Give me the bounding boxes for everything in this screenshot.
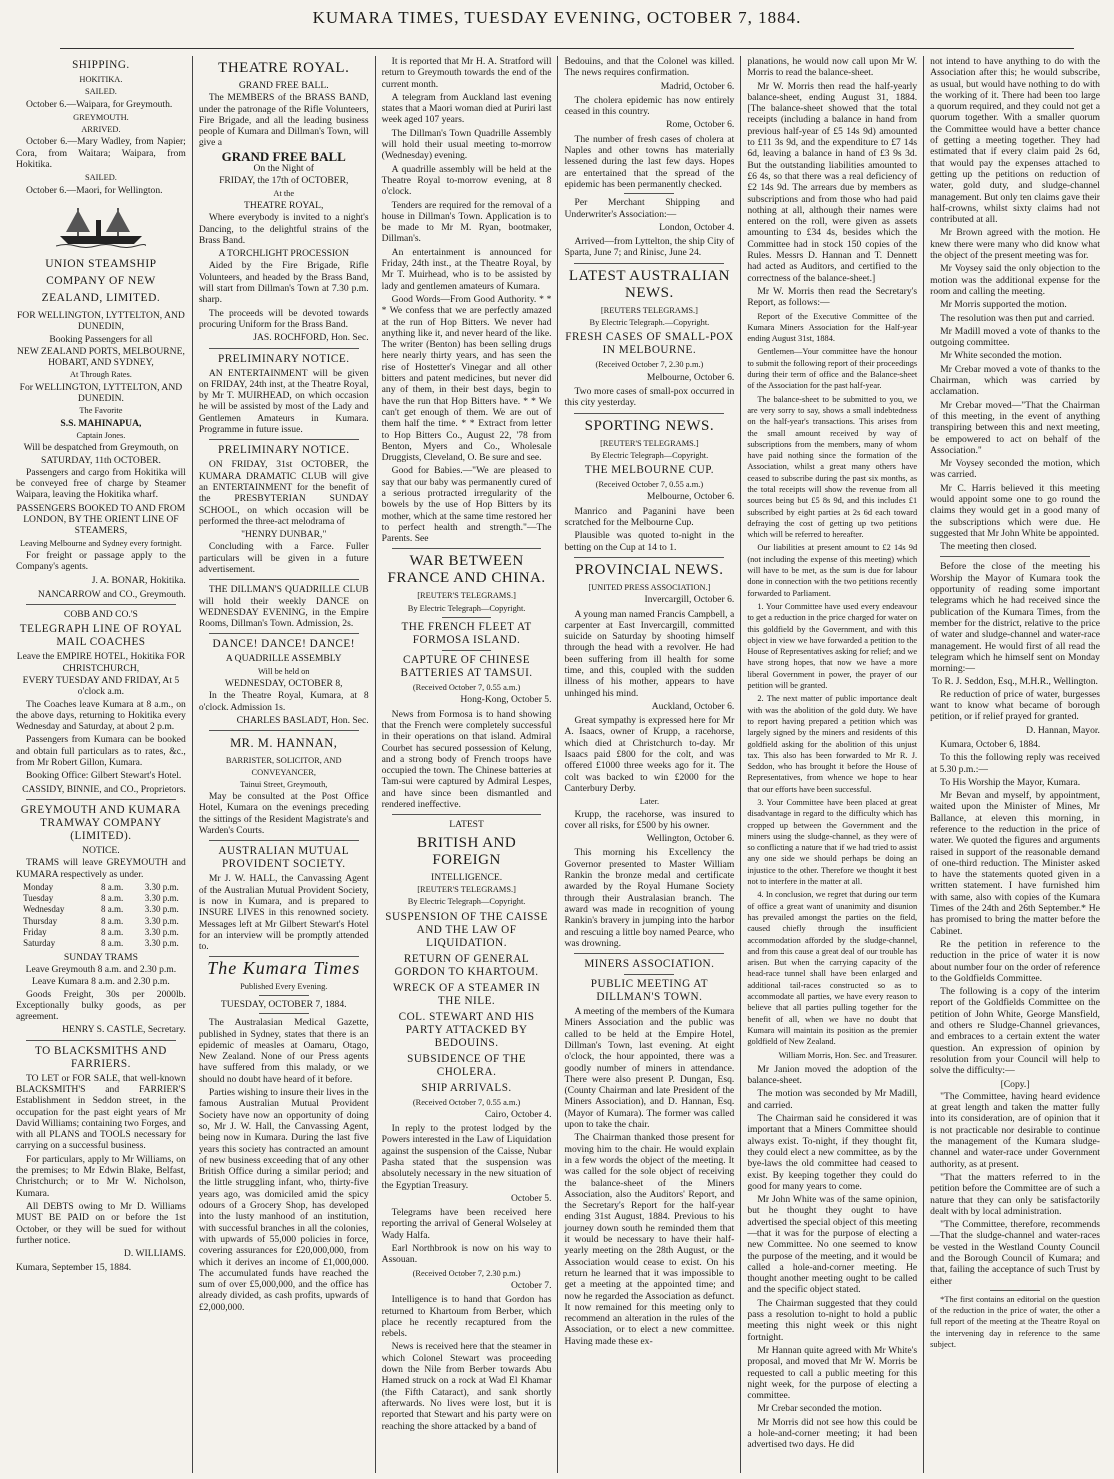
- meeting-continued: not intend to have anything to do with the Association after this; he would subscribe, as usual, but would have nothing to do with the working of it. There had been too large a quorum required, and they could not get a quorum together. With a smaller quorum the Committee would have a better chance of getting a meeting together. They had estimated that if every claim paid 2s 6d, that would pay the expenses attached to getting up the petitions on reduction of water, gold duty, and sludge-channel management. But only ten claims gave their half-crowns, whilst sixty claims had not contributed at all.: [930, 56, 1100, 226]
- australian-news-heading: LATEST AUSTRALIAN NEWS.: [568, 267, 730, 301]
- news-paragraph: A telegram from Auckland last evening states that a Maori woman died at Puriri last week aged 107 years.: [381, 91, 552, 126]
- reuters-label: [REUTER'S TELEGRAMS.]: [417, 591, 516, 601]
- coach-leave: Leave the EMPIRE HOTEL, Hokitika FOR CHRISTCHURCH,: [16, 651, 186, 674]
- meeting-paragraph: The Chairman said he considered it was important that a Miners Committee should always exist. To-night, if they thought fit, they could elect a new committee, as by the bye-laws the old committee had ceased to exist. By keeping together they could do good for many years to come.: [747, 1113, 918, 1192]
- divider: [442, 650, 492, 651]
- committee-paragraph: "The Committee, having heard evidence at great length and taken the matter fully into its consideration, are of opinion that it is not practicable nor desirable to continue the management of the Kumara sludge-channel and water-race under Government authority, as at present.: [930, 1090, 1100, 1170]
- reply-to: To His Worship the Mayor, Kumara.: [940, 776, 1081, 788]
- timetable-greymouth: 8 a.m.: [101, 938, 124, 949]
- newspaper-title: The Kumara Times: [207, 958, 361, 979]
- shipping-entry: October 6.—Waipara, for Greymouth.: [26, 98, 173, 110]
- union-rates: At Through Rates.: [69, 370, 132, 380]
- insurance-paragraph: Parties wishing to insure their lives in the famous Australian Mutual Provident Society have now an opportunity of doing so, Mr J. W. Hall, the Canvassing Agent, being now in Kumara. During the last five years this society has contracted an amount of new business exceeding that of any other British Office during a similar period; and the little struggling infant, who, thirty-five years ago, was domiciled amid the spicy odours of a Grocery Shop, has developed into the lusty manhood of an institution, with successful branches in all the colonies, with upwards of 55,000 policies in force, covering assurances for £20,000,000, from which it derives an income of £1,000,000. The accumulated funds have reached the sum of over £5,000,000, and the office has already divided, as cash profits, upwards of £2,000,000.: [198, 1087, 369, 1313]
- hop-bitters-ad-2: Good for Babies.—"We are pleased to say that our baby was permanently cured of a serious protracted irregularity of the bowels by the use of Hop Bitters by its mother, which at the same time restored her to perfect health and strength."—The Parents. See: [381, 465, 552, 545]
- timetable-kumara: 3.30 p.m.: [144, 881, 179, 892]
- wolseley-news: Telegrams have been received here reporting the arrival of General Wolseley at Wady Halfa.: [381, 1207, 552, 1241]
- divider: [624, 193, 674, 194]
- divider: [990, 1290, 1040, 1291]
- preliminary-notice: PRELIMINARY NOTICE.: [217, 352, 350, 365]
- sunday-trams: SUNDAY TRAMS: [63, 951, 138, 963]
- petition-paragraph: Re the petition in reference to the reduction in the price of water it is now about number four on the order of reference to the Goldfields Committee.: [930, 938, 1100, 984]
- divider: [209, 439, 359, 440]
- divider: [209, 840, 359, 841]
- dateline-oct5: October 5.: [510, 1192, 552, 1204]
- meeting-paragraph: The motion was seconded by Mr Madill, and carried.: [747, 1088, 918, 1111]
- news-paragraph: An entertainment is announced for Friday, 24th inst., at the Theatre Royal, by Mr T. Muirhead, who is to be assisted by lady and gentlemen amateurs of Kumara.: [381, 246, 552, 292]
- telegram-to: To R. J. Seddon, Esq., M.H.R., Wellington.: [932, 676, 1098, 688]
- free-ball-sub: GRAND FREE BALL.: [238, 80, 329, 91]
- dateline-madrid: Madrid, October 6.: [660, 80, 735, 92]
- meeting-report: A meeting of the members of the Kumara Miners Association and the public was called to be held at the Empire Hotel, Dillman's Town, last evening. At eight o'clock, the hour appointed, there was a goodly number of miners in attendance. There were also present P. Dungan, Esq. (County Chairman and late President of the Miners Association), and D. Hannan, Esq. (Mayor of Kumara). The former was called upon to take the chair.: [564, 1006, 735, 1131]
- coach-booking: Passengers from Kumara can be booked and obtain full particulars as to rates, &c., from Mr Robert Gillon, Kumara.: [16, 734, 186, 769]
- proprietors: CASSIDY, BINNIE, and CO., Proprietors.: [22, 783, 186, 795]
- agent-1: J. A. BONAR, Hokitika.: [91, 574, 186, 586]
- formosa-news: News from Formosa is to hand showing that the French were completely successful in their operations on that island. Admiral Courbet has secured possession of Kelung, and a strong body of French troops have occupied the town. The Chinese batteries at Tam-sui were captured by Admiral Lespes, and have since been dismantled and rendered ineffective.: [381, 708, 552, 811]
- telegram-body: Re reduction of price of water, burgesses want to know what became of borough petition, or if relief prayed for granted.: [930, 688, 1100, 723]
- timetable-kumara: 3.30 p.m.: [144, 893, 179, 904]
- divider: [209, 730, 359, 731]
- divider: [624, 974, 674, 975]
- wreck-heading: WRECK OF A STEAMER IN THE NILE.: [392, 981, 541, 1007]
- later-label: Later.: [639, 797, 660, 807]
- meeting-paragraph: The Chairman suggested that they could pass a resolution to-night to hold a public meeting this night week or this night fortnight.: [747, 1297, 918, 1343]
- held-on: Will be held on: [257, 666, 310, 676]
- divider: [442, 617, 492, 618]
- dramatic-club-notice: ON FRIDAY, 31st OCTOBER, the KUMARA DRAMATIC CLUB will give an ENTERTAINMENT for the benefit of the PRESBYTERIAN SUNDAY SCHOOL, on which occasion will be performed the three-act melodrama of: [198, 459, 369, 527]
- union-booking: Booking Passengers for all: [49, 333, 153, 345]
- melodrama-title: "HENRY DUNBAR,": [241, 529, 327, 541]
- cholera-heading: SUBSIDENCE OF THE CHOLERA.: [407, 1052, 527, 1078]
- timetable-day: Wednesday: [23, 904, 65, 915]
- morris-signature: William Morris, Hon. Sec. and Treasurer.: [778, 1050, 918, 1060]
- divider: [209, 348, 359, 349]
- received-label: (Received October 7, 0.55 a.m.): [412, 683, 521, 693]
- reuters-label: [REUTER'S TELEGRAMS.]: [417, 884, 516, 894]
- timetable-row: [21, 882, 181, 893]
- port-greymouth: GREYMOUTH.: [73, 112, 129, 122]
- meeting-paragraph: The meeting then closed.: [940, 541, 1037, 553]
- quadrille-club-notice: THE DILLMAN'S QUADRILLE CLUB will hold their weekly DANCE on WEDNESDAY EVENING, in the Empire Rooms, Dillman's Town. Admission, 2s.: [198, 584, 369, 630]
- dance-heading: DANCE! DANCE! DANCE!: [212, 638, 355, 651]
- street: Tainui Street, Greymouth,: [240, 779, 328, 789]
- meeting-paragraph: Mr Morris supported the motion.: [940, 299, 1067, 311]
- grand-free-ball: GRAND FREE BALL: [221, 148, 346, 164]
- assembly-venue: In the Theatre Royal, Kumara, at 8 o'clock. Admission 1s.: [198, 690, 369, 713]
- cobb-heading: COBB AND CO.'S: [63, 609, 138, 621]
- report-title: Report of the Executive Committee of the Kumara Miners Association for the Half-year ending August 31st, 1884.: [747, 311, 918, 344]
- caisse-news: In reply to the protest lodged by the Powers interested in the Law of Liquidation against the suspension of the Caisse, Nubar Pasha stated that the suspension was absolutely necessary in the new situation of the Egyptian Treasury.: [381, 1123, 552, 1191]
- secretary-report-intro: Mr W. Morris then read the Secretary's Report, as follows:—: [747, 285, 918, 309]
- telegram-date: Kumara, October 6, 1884.: [940, 738, 1041, 750]
- dateline-melbourne: Melbourne, October 6.: [646, 491, 735, 503]
- divider: [259, 995, 309, 996]
- timetable-kumara: 3.30 p.m.: [144, 927, 179, 938]
- consulted-notice: May be consulted at the Post Office Hotel, Kumara on the evenings preceding the sittings of the Resident Magistrate's and Warden's Courts.: [198, 791, 369, 837]
- dateline-auckland: Auckland, October 6.: [651, 700, 735, 712]
- torchlight: A TORCHLIGHT PROCESSION: [218, 248, 350, 260]
- krupp-news-2: Krupp, the racehorse, was insured to cover all risks, for £500 by his owner.: [564, 808, 735, 831]
- capture-heading: CAPTURE OF CHINESE BATTERIES AT TAMSUI.: [400, 654, 533, 680]
- timetable-day: Monday: [23, 881, 54, 892]
- entertainment-notice: AN ENTERTAINMENT will be given on FRIDAY, 24th inst, at the Theatre Royal, by Mr T. MUIRHEAD, on which occasion he will be assisted by most of the Lady and Gentlemen Amateurs in Kumara. Programme in future issue.: [198, 367, 369, 436]
- timetable-row: [21, 904, 181, 915]
- hannan-heading: MR. M. HANNAN,: [230, 736, 338, 751]
- coach-every: EVERY TUESDAY AND FRIDAY, At 5 o'clock a.m.: [22, 674, 180, 698]
- dateline-london: London, October 4.: [659, 221, 735, 233]
- copyright-label: By Electric Telegraph.—Copyright.: [589, 318, 710, 328]
- northbrook-news: Earl Northbrook is now on his way to Assouan.: [381, 1243, 552, 1266]
- gazette-paragraph: The Australasian Medical Gazette, published in Sydney, states that there is an epidemic of measles at Oamaru, Otago, New Zealand. None of our Press agents have suffered from this malady, or we should no doubt have heard of it before.: [198, 1017, 369, 1085]
- port-hokitika: HOKITIKA.: [79, 75, 123, 84]
- footnote: *The first contains an editorial on the question of the reduction in the price of water, the other a full report of the meeting at the Theatre Royal on the intervening day in reference to the same subject.: [930, 1294, 1100, 1350]
- meeting-paragraph: Mr Morris did not see how this could be a hole-and-corner meeting; it had been advertised two days. He did: [747, 1416, 918, 1451]
- assembly-date: WEDNESDAY, OCTOBER 8,: [224, 678, 343, 690]
- hop-bitters-ad: Good Words—From Good Authority. * * * We confess that we are perfectly amazed at the run of Hop Bitters. We never had anything like it, and never heard of the like. The writer (Benton) has been selling drugs here nearly thirty years, and has seen the rise of Hostetter's Vinegar and all other bitters and patent medicines, but never did any of them, in their best days, begin to have the run that Hop Bitters have. * * We can't get enough of them. We are out of them half the time. * * Extract from letter to Hop Bitters Co., August 22, '78 from Benton, Myers and Co., Wholesale Druggists, Cleveland, O. Be sure and see.: [381, 293, 552, 464]
- divider: [26, 799, 176, 800]
- madrid-news: The cholera epidemic has now entirely ceased in this country.: [564, 94, 735, 118]
- dateline-oct7: October 7.: [510, 1279, 552, 1291]
- column-2: [193, 56, 376, 1473]
- mayor-paragraph: Before the close of the meeting his Worship the Mayor of Kumara took the opportunity of reading some important telegrams which he had received since the publication of the Kumara Times, from the member for the district, relative to the price of water and sludge-channel and water-race management. He would first of all read the telegram which he himself sent on Monday morning:—: [930, 561, 1100, 675]
- news-paragraph: The Dillman's Town Quadrille Assembly will hold their usual meeting to-morrow (Wednesday) evening.: [381, 127, 552, 162]
- timetable-day: Saturday: [23, 938, 56, 949]
- mayor-signature: D. Hannan, Mayor.: [1026, 724, 1100, 736]
- suicide-news: A young man named Francis Campbell, a carpenter at East Invercargill, committed suicide on Saturday by shooting himself through the head with a revolver. He had been suffering from ill health for some time, and this, coupled with the sudden illness of his mother, appears to have unhinged his mind.: [564, 608, 735, 699]
- masthead-rule: [60, 48, 1074, 49]
- received-label: (Received October 7, 0.55 a.m.): [412, 1097, 521, 1107]
- provincial-heading: PROVINCIAL NEWS.: [575, 561, 724, 578]
- copyright-label: By Electric Telegraph—Copyright.: [407, 897, 526, 907]
- freight-notice: For freight or passage apply to the Company's agents.: [16, 549, 186, 573]
- shipping-entry: October 6.—Mary Wadley, from Napier; Cora, from Waitara; Waipara, from Hokitika.: [16, 136, 186, 171]
- report-paragraph: The balance-sheet to be submitted to you, we are very sorry to say, shows a small indebtedness on the half-year's transactions. This arises from the small amount received by way of subscriptions from the members, many of whom have paid nothing since the formation of the Association, whilst a great many others have ceased to subscribe during the past six months, as the total receipts will show the revenue from all sources being but £5 8s 9d, and this includes £1 subscribed by eight parties at 2s 6d each toward defraying the cost of getting up two petitions which will be referred to hereafter.: [747, 394, 918, 540]
- captain: Captain Jones.: [76, 430, 126, 440]
- report-paragraph: Gentlemen—Your committee have the honour to submit the following report of their proceedings during their term of office and the Balance-sheet of the Association for the past half-year.: [747, 347, 918, 391]
- label-arrived: ARRIVED.: [81, 125, 121, 135]
- passengers-booked: PASSENGERS BOOKED TO AND FROM LONDON, BY THE ORIENT LINE OF STEAMERS,: [16, 502, 186, 537]
- report-paragraph: Our liabilities at present amount to £2 14s 9d (not including the expense of this meeting) which will have to be met, as the sum is due for labour done in connection with the two petitions recently forwarded to Parliament.: [747, 543, 918, 598]
- report-paragraph: 4. In conclusion, we regret that during our term of office a great want of unanimity and disunion has prevailed amongst the parties on the field, caused chiefly through the insufficient accommodation afforded by the sludge-channel, and from this cause a great deal of our trouble has arisen. But when the carrying capacity of the head-race tunnel shall have been enlarged and additional tail-races constructed so as to accommodate all parties, we have every reason to believe that all parties pulling together for the benefit of all, when we have no doubt that Kumara will maintain its position as the premier goldfield of New Zealand.: [747, 890, 918, 1047]
- divider: [392, 548, 542, 549]
- copyright-label: By Electric Telegraph—Copyright.: [590, 450, 709, 460]
- shipping-heading: SHIPPING.: [72, 59, 130, 71]
- dateline-wellington: Wellington, October 6.: [646, 833, 735, 845]
- divider: [26, 604, 176, 605]
- meeting-paragraph: Mr John White was of the same opinion, but he thought they ought to have advertised the special object of this meeting—that it was for the purpose of electing a new Committee. No one seemed to know the purpose of the meeting, and it would be called a hole-and-corner meeting. He thought another meeting ought to be called and the specific object stated.: [747, 1194, 918, 1296]
- chairman-report: The Chairman thanked those present for moving him to the chair. He would explain in a few words the object of the meeting. It was called for the sole object of receiving the balance-sheet of the Miners Association, also the Auditors' Report, and the Secretary's Report for the half-year ending 31st August, 1884. Previous to his journey down south he reminded them that it would be necessary to have their half-yearly meeting on the 28th August, or the Association would cease to exist. On his return he learned that it was impossible to get a meeting at the appointed time; and now he regarded the Association as defunct. It now remained for this meeting only to recommend an alteration in the rules of the Association, or to elect a new committee. Having made these ex-: [564, 1132, 735, 1347]
- divider: [940, 556, 1090, 557]
- public-meeting-heading: PUBLIC MEETING AT DILLMAN'S TOWN.: [590, 978, 709, 1004]
- procession-notice: Aided by the Fire Brigade, Rifle Volunteers, and headed by the Brass Band, will start from Dillman's Town at 7.30 p.m. sharp.: [198, 260, 369, 306]
- meeting-paragraph: Mr Crebar seconded the motion.: [757, 1403, 882, 1415]
- column-3: [376, 56, 559, 1473]
- union-company-title: UNION STEAMSHIP COMPANY OF NEW ZEALAND, LIMITED.: [41, 257, 161, 304]
- timetable-day: Friday: [23, 927, 47, 938]
- published: Published Every Evening.: [240, 981, 328, 991]
- merchant-shipping: Per Merchant Shipping and Underwriter's Association:—: [564, 197, 735, 220]
- cup-news: Manrico and Paganini have been scratched for the Melbourne Cup.: [564, 505, 735, 529]
- tram-timetable: [21, 882, 181, 950]
- timetable-day: Thursday: [23, 915, 58, 926]
- particulars: For particulars, apply to Mr Williams, on the premises; to Mr Edwin Blake, Belfast, Christchurch; or to Mr W. Nicholson, Kumara.: [16, 1153, 186, 1199]
- rochford-signature: JAS. ROCHFORD, Hon. Sec.: [253, 332, 369, 344]
- reply-body: Mr Bevan and myself, by appointment, waited upon the Minister of Mines, Mr Ballance, at eleven this morning, in reference to the reduction in the price of water. We quoted the figures and arguments raised in support of the reasonable demand of one-third reduction. The Minister asked to have the statements quoted given in a written statement. I have furnished him with same, also with copies of the Kumara Times of the 24th and 26th September.* He has promised to bring the matter before the Cabinet.: [930, 790, 1100, 937]
- steamer-news: News is received here that the steamer in which Colonel Stewart was proceeding down the Nile from Berber towards Abu Hamed struck on a rock at Wad El Khamar (the Fifth Cataract), and sank shortly afterwards. No lives were lost, but it is reported that Stewart and his party were on reaching the shore attacked by a band of: [381, 1341, 552, 1432]
- copy-label: [Copy.]: [1000, 1078, 1030, 1090]
- interim-report-intro: The following is a copy of the interim report of the Goldfields Committee on the petition of John White, George Mansfield, and others re Sludge-Channel grievances, and embraces to a certain extent the water question. An expression of opinion by resolution from your Council will help to solve the difficulty:—: [930, 986, 1100, 1077]
- timetable-greymouth: 8 a.m.: [101, 927, 124, 938]
- goods-freight: Goods Freight, 30s per 2000lb. Exceptionally bulky goods, as per agreement.: [16, 988, 186, 1023]
- notice-heading: NOTICE.: [82, 844, 120, 856]
- dateline-cairo: Cairo, October 4.: [484, 1108, 552, 1120]
- dateline-melbourne: Melbourne, October 6.: [646, 371, 735, 383]
- proceeds: The proceeds will be devoted towards procuring Uniform for the Brass Band.: [198, 307, 369, 330]
- reply-intro: To this the following reply was received at 5.30 p.m.:—: [930, 752, 1100, 775]
- invitation: Where everybody is invited to a night's Dancing, to the delightful strains of the Brass Band.: [198, 212, 369, 246]
- dateline-invercargill: Invercargill, October 6.: [644, 594, 735, 606]
- news-paragraph: Tenders are required for the removal of a house in Dillman's Town. Application is to be made to Mr M. Ryan, bootmaker, Dillman's.: [381, 199, 552, 245]
- coach-notice: The Coaches leave Kumara at 8 a.m., on the above days, returning to Hokitika every Wednesday and Saturday, at about 2 p.m.: [16, 698, 186, 733]
- timetable-kumara: 3.30 p.m.: [144, 938, 179, 949]
- miners-heading: MINERS ASSOCIATION.: [584, 958, 715, 971]
- meeting-paragraph: Mr Janion moved the adoption of the balance-sheet.: [747, 1063, 918, 1087]
- received-label: (Received October 7, 2.30 p.m.): [412, 1268, 521, 1278]
- telegraph-line: TELEGRAPH LINE OF ROYAL MAIL COACHES: [19, 623, 183, 649]
- timetable-kumara: 3.30 p.m.: [144, 904, 179, 915]
- divider: [26, 1040, 176, 1041]
- meeting-paragraph: Mr Crebar moved a vote of thanks to the Chairman, which was carried by acclamation.: [930, 363, 1100, 398]
- krupp-news: Great sympathy is expressed here for Mr A. Isaacs, owner of Krupp, a racehorse, which died at Christchurch to-day. Mr Isaacs paid £800 for the colt, and was offered £1000 three weeks ago for it. The colt was backed to win £2000 for the Canterbury Derby.: [564, 715, 735, 794]
- debts-notice: All DEBTS owing to Mr D. Williams MUST BE PAID on or before the 1st October, or they will be sued for without further notice.: [16, 1200, 186, 1246]
- meeting-paragraph: Mr Voysey said the only objection to the motion was the additional expense for the room and calling the meeting.: [930, 263, 1100, 297]
- dated: Kumara, September 15, 1884.: [16, 1262, 132, 1274]
- report-paragraph: 2. The next matter of public importance dealt with was the abolition of the gold duty. We have to report having prepared a petition which was largely signed by the miners and residents of this goldfield asking for the abolition of this unjust tax. This also has been forwarded to Mr R. J. Seddon, who has brought it before the House of Representatives, from whence we hope to hear that our efforts have been successful.: [747, 694, 918, 794]
- timetable-greymouth: 8 a.m.: [101, 915, 124, 926]
- shipping-entry: October 6.—Maori, for Wellington.: [26, 184, 163, 196]
- dateline-hongkong: Hong-Kong, October 5.: [460, 694, 552, 706]
- booking-office: Booking Office: Gilbert Stewart's Hotel.: [26, 770, 182, 782]
- basladt-signature: CHARLES BASLADT, Hon. Sec.: [236, 714, 369, 726]
- meeting-paragraph: Mr Hannan quite agreed with Mr White's proposal, and moved that Mr W. Morris be requested to call a public meeting for this night week, for the purpose of electing a committee.: [747, 1344, 918, 1402]
- theatre-royal-heading: THEATRE ROYAL.: [218, 60, 350, 76]
- preliminary-notice-2: PRELIMINARY NOTICE.: [217, 444, 350, 457]
- meeting-paragraph: The resolution was then put and carried.: [940, 312, 1095, 324]
- meeting-paragraph: Mr Madill moved a vote of thanks to the outgoing committee.: [930, 325, 1100, 349]
- divider: [209, 579, 359, 580]
- copyright-label: By Electric Telegraph—Copyright.: [407, 603, 526, 613]
- column-6: [924, 56, 1106, 1473]
- gordon-news: Intelligence is to hand that Gordon has returned to Khartoum from Berber, which place he recently recaptured from the rebels.: [381, 1294, 552, 1340]
- meeting-paragraph: Mr C. Harris believed it this meeting would appoint some one to go round the claims they would get in a good many of the subscriptions which were due. He suggested that Mr John White be appointed.: [930, 482, 1100, 539]
- report-paragraph: 3. Your Committee have been placed at great disadvantage in regard to the difficulty which has cropped up between the Government and the miners using the sludge-channel, as they were of so conflicting a nature that if we had tried to assist any one side we should perhaps be doing an injustice to the other. Therefore we thought it best not to interfere in the matter at all.: [747, 798, 918, 887]
- meeting-paragraph: Mr Brown agreed with the motion. He knew there were many who did know what the object of the present meeting was for.: [930, 227, 1100, 262]
- meeting-paragraph: Mr Crebar moved—"That the Chairman of this meeting, in the event of anything transpiring between this and next meeting, be empowered to act on behalf of the Association.": [930, 399, 1100, 456]
- timetable-greymouth: 8 a.m.: [101, 881, 124, 892]
- favorite-label: The Favorite: [79, 406, 123, 416]
- sunday-line-2: Leave Kumara 8 a.m. and 2.30 p.m.: [32, 976, 170, 988]
- amp-heading: AUSTRALIAN MUTUAL PROVIDENT SOCIETY.: [218, 845, 350, 871]
- divider: [574, 263, 724, 264]
- sail-date: SATURDAY, 11th OCTOBER.: [40, 454, 161, 466]
- divider: [574, 557, 724, 558]
- dateline-rome: Rome, October 6.: [666, 119, 735, 131]
- despatched: Will be despatched from Greymouth, on: [23, 442, 179, 454]
- masthead: KUMARA TIMES, TUESDAY EVENING, OCTOBER 7, 1884.: [312, 8, 802, 27]
- report-paragraph: 1. Your Committee have used every endeavour to get a reduction in the price charged for water on this goldfield by the Government, and with this object in view we have forwarded a petition to the House of Representatives asking for relief; and we have strong hopes, that now we have a more liberal Government in power, the prayer of our petition will be granted.: [747, 601, 918, 691]
- blacksmiths-heading: TO BLACKSMITHS AND FARRIERS.: [34, 1044, 167, 1070]
- meeting-paragraph: Mr Voysey seconded the motion, which was carried.: [930, 458, 1100, 481]
- melbourne-cup-heading: THE MELBOURNE CUP.: [584, 464, 715, 477]
- french-fleet-heading: THE FRENCH FLEET AT FORMOSA ISLAND.: [401, 621, 532, 647]
- to-let-notice: TO LET or FOR SALE, that well-known BLACKSMITH'S and FARRIER'S Establishment in Seddon street, in the occupation for the past eight years of Mr David Williams; containing two Forges, and with all PLANS and TOOLS necessary for carrying on a successful business.: [16, 1072, 186, 1152]
- medal-news: This morning his Excellency the Governor presented to Master William Rankin the bronze medal and certificate awarded by the Royal Humane Society through their Australasian branch. The award was made in recognition of young Rankin's bravery in jumping into the harbor and rescuing a little boy named Pearce, who was drowning.: [564, 847, 735, 949]
- sunday-line-1: Leave Greymouth 8 a.m. and 2.30 p.m.: [25, 963, 177, 975]
- meeting-continued: planations, he would now call upon Mr W. Morris to read the balance-sheet.: [747, 56, 918, 79]
- committee-paragraph: "That the matters referred to in the petition before the Committee are of such a nature that they can only be satisfactorily dealt with by local administration.: [930, 1171, 1100, 1217]
- column-5: [741, 56, 924, 1473]
- sporting-heading: SPORTING NEWS.: [584, 417, 715, 434]
- meeting-paragraph: Mr White seconded the motion.: [940, 350, 1062, 362]
- upa-label: [UNITED PRESS ASSOCIATION.]: [588, 582, 711, 592]
- tramway-title: GREYMOUTH AND KUMARA TRAMWAY COMPANY (LIMITED).: [20, 803, 182, 842]
- dateline: TUESDAY, OCTOBER 7, 1884.: [220, 999, 347, 1010]
- cup-news-2: Plausible was quoted to-night in the betting on the Cup at 14 to 1.: [564, 530, 735, 553]
- rome-news: The number of fresh cases of cholera at Naples and other towns has materially lessened during the last few days. Hopes are entertained that the spread of the epidemic has been permanently checked.: [564, 133, 735, 190]
- ball-date: FRIDAY, the 17th of OCTOBER,: [219, 175, 349, 187]
- arrivals-heading: SHIP ARRIVALS.: [421, 1081, 512, 1094]
- intelligence-label: INTELLIGENCE.: [431, 871, 503, 883]
- union-for: FOR WELLINGTON, LYTTELTON, AND DUNEDIN,: [16, 309, 185, 333]
- bedouins-continued: Bedouins, and that the Colonel was killed. The news requires confirmation.: [564, 56, 735, 79]
- divider: [209, 956, 359, 957]
- night-of: On the Night of: [253, 163, 314, 175]
- trams-notice: TRAMS will leave GREYMOUTH and KUMARA respectively as under.: [16, 857, 186, 880]
- leaving: Leaving Melbourne and Sydney every fortnight.: [19, 538, 182, 548]
- reuters-label: [REUTER'S TELEGRAMS.]: [600, 438, 699, 448]
- divider: [574, 953, 724, 954]
- balance-sheet: Mr W. Morris then read the half-yearly balance-sheet, ending August 31, 1884. [The balance-sheet showed that the total receipts (including a balance in hand from previous half-year of £5 14s 9d) amounted to £11 3s 9d, and the expenditure to £7 14s 6d, leaving a balance in hand of £3 9s 3d. But the outstanding liabilities amounted to £6 4s, so that there was a real deficiency of £2 14s 9d. The arrears due by members as subscriptions and from those who had paid nothing at all, although their names were entered on the roll, were given as assets amounting to £34 4s, besides which the Committee had in stock 150 copies of the Rules. Messrs D. Hannan and T. Dennett had acted as Auditors, and certified to the correctness of the balance-sheet.]: [747, 80, 918, 284]
- union-for-2: For WELLINGTON, LYTTELTON, AND DUNEDIN.: [19, 381, 183, 405]
- label-sailed: SAILED.: [84, 173, 117, 183]
- column-1: [10, 56, 193, 1473]
- columns: [10, 56, 1106, 1473]
- williams-signature: D. WILLIAMS.: [123, 1248, 186, 1260]
- timetable-greymouth: 8 a.m.: [101, 904, 124, 915]
- stewart-heading: COL. STEWART AND HIS PARTY ATTACKED BY BEDOUINS.: [398, 1010, 535, 1049]
- smallpox-news: Two more cases of small-pox occurred in this city yesterday.: [564, 385, 735, 409]
- farce-notice: Concluding with a Farce. Fuller particulars will be given in a future advertisement.: [198, 541, 369, 575]
- london-news: Arrived—from Lyttelton, the ship City of Sparta, June 7; and Rinisc, June 24.: [564, 236, 735, 259]
- label-sailed: SAILED.: [84, 87, 117, 97]
- reuters-label: [REUTERS TELEGRAMS.]: [600, 305, 698, 315]
- divider: [259, 1013, 309, 1014]
- at-the: At the: [273, 188, 295, 198]
- british-foreign-heading: BRITISH AND FOREIGN: [416, 834, 517, 868]
- timetable-kumara: 3.30 p.m.: [144, 915, 179, 926]
- timetable-day: Tuesday: [23, 893, 54, 904]
- gordon-heading: RETURN OF GENERAL GORDON TO KHARTOUM.: [394, 952, 539, 978]
- timetable-greymouth: 8 a.m.: [101, 893, 124, 904]
- column-4: [558, 56, 741, 1473]
- received-label: (Received October 7, 0.55 a.m.): [595, 480, 704, 490]
- castle-signature: HENRY S. CASTLE, Secretary.: [62, 1024, 186, 1036]
- committee-paragraph: "The Committee, therefore, recommends—That the sludge-channel and water-races be vested in the Westland County Council and the Borough Council of Kumara; and that, failing the acceptance of such Trust by either: [930, 1219, 1100, 1287]
- divider: [209, 633, 359, 634]
- latest-label: LATEST: [449, 819, 484, 831]
- divider: [392, 814, 542, 815]
- venue: THEATRE ROYAL,: [244, 199, 324, 211]
- caisse-heading: SUSPENSION OF THE CAISSE AND THE LAW OF LIQUIDATION.: [385, 910, 548, 949]
- barrister: BARRISTER, SOLICITOR, AND CONVEYANCER,: [225, 756, 342, 777]
- news-paragraph: A quadrille assembly will be held at the Theatre Royal to-morrow evening, at 8 o'clock.: [381, 163, 552, 198]
- war-heading: WAR BETWEEN FRANCE AND CHINA.: [387, 553, 546, 587]
- brass-band-notice: The MEMBERS of the BRASS BAND, under the patronage of the Rifle Volunteers, Fire Brigade, and all the leading business people of Kumara and Dillman's Town, will give a: [198, 92, 369, 149]
- agent-2: NANCARROW and CO., Greymouth.: [37, 588, 186, 600]
- news-paragraph: It is reported that Mr H. A. Stratford will return to Greymouth towards the end of the current month.: [381, 56, 552, 90]
- steamship-icon: [56, 202, 146, 250]
- union-ports: NEW ZEALAND PORTS, MELBOURNE, HOBART, AND SYDNEY,: [16, 345, 185, 369]
- timetable-row: [21, 927, 181, 938]
- ship-name: S.S. MAHINAPUA,: [60, 417, 142, 429]
- smallpox-heading: FRESH CASES OF SMALL-POX IN MELBOURNE.: [565, 331, 734, 357]
- divider: [574, 413, 724, 414]
- timetable-row: [21, 938, 181, 949]
- hall-notice: Mr J. W. HALL, the Canvassing Agent of the Australian Mutual Provident Society, is now in Kumara, and is prepared to INSURE LIVES in this renowned society. Messages left at Mr Gilbert Stewart's Hotel for an interview will be promptly attended to.: [198, 873, 369, 953]
- quadrille-assembly: A QUADRILLE ASSEMBLY: [225, 653, 342, 665]
- received-label: (Received October 7, 2.30 p.m.): [595, 360, 704, 370]
- timetable-row: [21, 893, 181, 904]
- passengers-notice: Passengers and cargo from Hokitika will be conveyed free of charge by Steamer Waipara, leaving the Hokitika wharf.: [16, 466, 186, 501]
- timetable-row: [21, 916, 181, 927]
